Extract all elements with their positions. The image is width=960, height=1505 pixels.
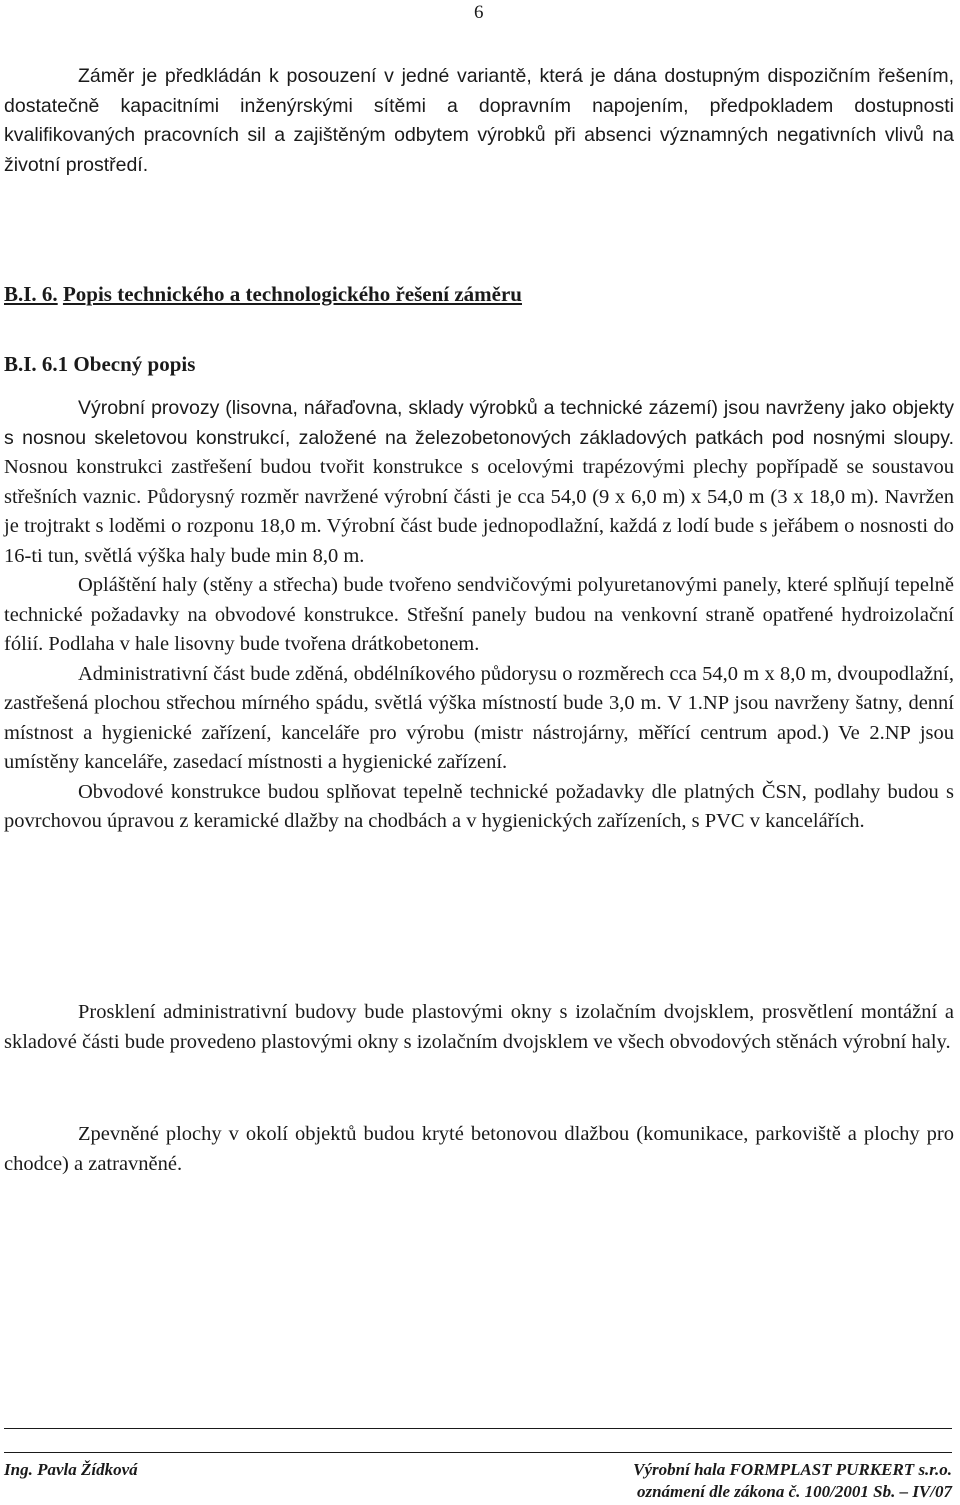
footer-author: Ing. Pavla Žídková: [4, 1460, 138, 1479]
paragraph-6: Zpevněné plochy v okolí objektů budou kryté betonovou dlažbou (komunikace, parkoviště a plochy pro chodce) a zatravněné.: [4, 1123, 954, 1175]
paragraph-1-sans-part: Výrobní provozy (lisovna, nářaďovna, sklady výrobků a technické zázemí) jsou navrženy jako objekty s nosnou skeletovou konstrukcí, založené na železobetonových základových patkách pod nosnými sloupy.: [4, 397, 954, 449]
paragraph-1-rest: Nosnou konstrukci zastřešení budou tvořit konstrukce s ocelovými trapézovými plechy popřípadě se soustavou střešních vaznic. Půdorysný rozměr navržené výrobní části je cca 54,0 (9 x 6,0 m) x 54,0 m (3 x 18,0 m). Navržen je trojtrakt s loděmi o rozponu 18,0 m. Výrobní část bude jednopodlažní, každá z lodí bude s jeřábem o nosnosti do 16-ti tun, světlá výška haly bude min 8,0 m.: [4, 456, 954, 567]
section-heading: [4, 282, 522, 307]
body-text: [4, 394, 954, 837]
subsection-heading: B.I. 6.1 Obecný popis: [4, 352, 196, 376]
intro-text: Záměr je předkládán k posouzení v jedné variantě, která je dána dostupným dispozičním řešením, dostatečně kapacitními inženýrskými sítěmi a dopravním napojením, předpokladem dostupnosti kvalifikovaných pracovních sil a zajištěným odbytem výrobků při absenci významných negativních vlivů na životní prostředí.: [4, 65, 954, 176]
footer-rule-bottom: [4, 1452, 952, 1453]
intro-paragraph: [4, 62, 954, 180]
section-number: B.I. 6.: [4, 282, 58, 306]
footer-notice: oznámení dle zákona č. 100/2001 Sb. – IV/07: [636, 1482, 952, 1501]
footer-rule-top: [4, 1428, 952, 1429]
footer-project: Výrobní hala FORMPLAST PURKERT s.r.o.: [633, 1460, 952, 1479]
paragraph-3: Administrativní část bude zděná, obdélníkového půdorysu o rozměrech cca 54,0 m x 8,0 m, dvoupodlažní, zastřešená plochou střechou mírného spádu, světlá výška místností bude 3,0 m. V 1.NP jsou navrženy šatny, denní místnost a hygienické zařízení, kanceláře pro výrobu (mistr nástrojárny, měřící centrum apod.) Ve 2.NP jsou umístěny kanceláře, zasedací místnosti a hygienické zařízení.: [4, 662, 954, 773]
paragraph-5-block: [4, 998, 954, 1057]
paragraph-4: Obvodové konstrukce budou splňovat tepelně technické požadavky dle platných ČSN, podlahy budou s povrchovou úpravou z keramické dlažby na chodbách a v hygienických zařízeních, s PVC v kancelářích.: [4, 780, 954, 832]
paragraph-5: Prosklení administrativní budovy bude plastovými okny s izolačním dvojsklem, prosvětlení montážní a skladové části bude provedeno plastovými okny s izolačním dvojsklem ve všech obvodových stěnách výrobní haly.: [4, 1001, 954, 1053]
paragraph-2: Opláštění haly (stěny a střecha) bude tvořeno sendvičovými polyuretanovými panely, které splňují tepelně technické požadavky na obvodové konstrukce. Střešní panely budou na venkovní straně opatřené hydroizolační fólií. Podlaha v hale lisovny bude tvořena drátkobetonem.: [4, 574, 954, 655]
paragraph-1: [4, 394, 954, 571]
section-title: Popis technického a technologického řešení záměru: [62, 282, 522, 306]
page-number: 6: [474, 2, 484, 23]
paragraph-6-block: [4, 1120, 954, 1179]
